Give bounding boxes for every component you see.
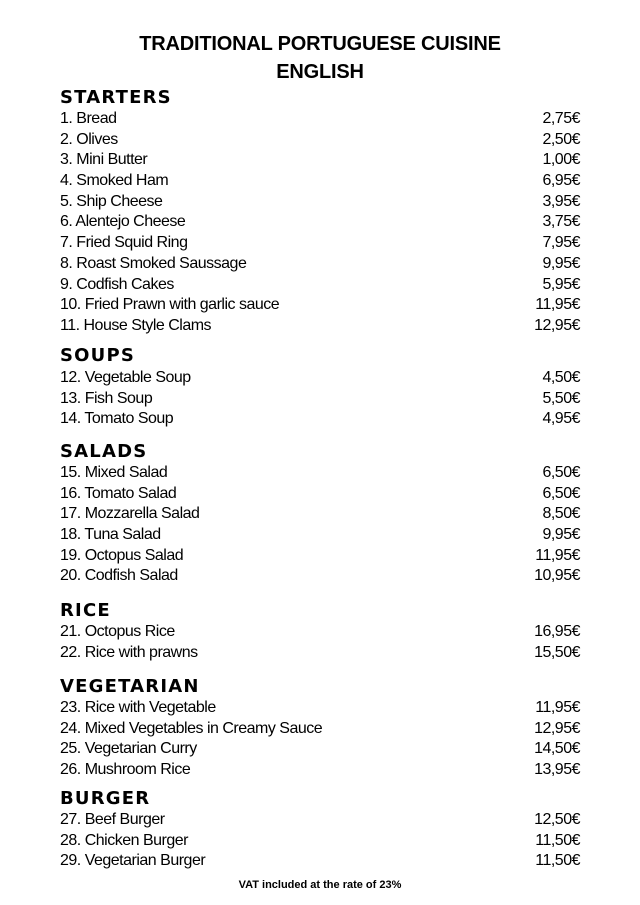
menu-item-name: 6. Alentejo Cheese <box>60 213 186 231</box>
menu-item-price: 16,95€ <box>534 623 580 640</box>
menu-item <box>60 409 580 430</box>
menu-item-name: 25. Vegetarian Curry <box>60 740 197 758</box>
menu-item-name: 28. Chicken Burger <box>60 831 188 849</box>
menu-item-name: 15. Mixed Salad <box>60 464 168 481</box>
menu-item <box>60 622 580 643</box>
menu-item-price: 1,00€ <box>542 151 580 169</box>
menu-item-name: 3. Mini Butter <box>60 151 148 169</box>
menu-item-price: 4,50€ <box>542 369 580 386</box>
menu-item-price: 12,95€ <box>534 719 580 737</box>
menu-item-name: 16. Tomato Salad <box>60 484 177 502</box>
menu-item-name: 4. Smoked Ham <box>60 172 169 190</box>
menu-item <box>60 566 580 587</box>
menu-item-price: 11,95€ <box>535 699 580 716</box>
menu-item-name: 11. House Style Clams <box>60 316 212 334</box>
menu-item-price: 5,95€ <box>542 275 580 293</box>
menu-item-price: 3,75€ <box>542 213 580 231</box>
menu-item <box>60 316 580 337</box>
menu-item <box>60 150 580 171</box>
menu-item-price: 5,50€ <box>542 389 580 407</box>
menu-item <box>60 643 580 664</box>
menu-item-price: 2,50€ <box>542 130 580 148</box>
menu-item-name: 26. Mushroom Rice <box>60 761 191 779</box>
menu-item <box>60 171 580 192</box>
menu-item-price: 12,95€ <box>534 316 580 334</box>
menu-item-name: 23. Rice with Vegetable <box>60 699 216 716</box>
menu-item-name: 5. Ship Cheese <box>60 192 163 210</box>
menu-item-price: 4,95€ <box>542 410 580 428</box>
menu-item-price: 12,50€ <box>534 811 580 828</box>
menu-item-name: 14. Tomato Soup <box>60 410 174 428</box>
menu-item-name: 2. Olives <box>60 130 118 148</box>
menu-item-price: 10,95€ <box>534 567 580 585</box>
menu-item-name: 9. Codfish Cakes <box>60 275 174 293</box>
section-heading-rice: RICE <box>60 600 111 621</box>
menu-item-name: 7. Fried Squid Ring <box>60 234 188 252</box>
menu-language: ENGLISH <box>276 61 364 83</box>
menu-item-name: 8. Roast Smoked Saussage <box>60 254 247 272</box>
menu-item <box>60 233 580 254</box>
menu-item <box>60 739 580 760</box>
menu-item-price: 2,75€ <box>542 110 580 127</box>
menu-list-salads <box>60 463 580 587</box>
menu-item-price: 3,95€ <box>542 192 580 210</box>
menu-item <box>60 810 580 831</box>
menu-item <box>60 831 580 852</box>
menu-item-price: 9,95€ <box>542 526 580 544</box>
section-heading-salads: SALADS <box>60 441 148 462</box>
menu-list-vegetarian <box>60 698 580 781</box>
menu-item-name: 21. Octopus Rice <box>60 623 175 640</box>
vat-note: VAT included at the rate of 23% <box>238 879 402 891</box>
menu-item <box>60 130 580 151</box>
menu-item <box>60 525 580 546</box>
menu-item-price: 15,50€ <box>534 643 580 661</box>
menu-item-price: 11,95€ <box>535 546 580 564</box>
menu-item-name: 29. Vegetarian Burger <box>60 852 206 870</box>
menu-list-rice <box>60 622 580 663</box>
menu-item <box>60 504 580 525</box>
section-heading-vegetarian: VEGETARIAN <box>60 676 200 697</box>
menu-item <box>60 368 580 389</box>
section-heading-soups: SOUPS <box>60 345 136 366</box>
menu-item-name: 19. Octopus Salad <box>60 546 184 564</box>
menu-item <box>60 389 580 410</box>
menu-item <box>60 484 580 505</box>
menu-item-price: 14,50€ <box>534 740 580 758</box>
menu-item-price: 7,95€ <box>542 234 580 252</box>
menu-item <box>60 275 580 296</box>
menu-item <box>60 212 580 233</box>
menu-item-name: 12. Vegetable Soup <box>60 369 191 386</box>
menu-item <box>60 698 580 719</box>
menu-item-name: 27. Beef Burger <box>60 811 165 828</box>
menu-item <box>60 546 580 567</box>
menu-item-price: 11,95€ <box>535 296 580 314</box>
section-heading-starters: STARTERS <box>60 87 172 108</box>
menu-item-price: 6,50€ <box>542 464 580 481</box>
menu-item-price: 13,95€ <box>534 761 580 779</box>
section-heading-burger: BURGER <box>60 788 151 809</box>
menu-item <box>60 295 580 316</box>
menu-list-burger <box>60 810 580 872</box>
menu-item-name: 22. Rice with prawns <box>60 643 198 661</box>
menu-item-price: 11,50€ <box>535 852 580 870</box>
menu-title: TRADITIONAL PORTUGUESE CUISINE <box>139 33 501 55</box>
menu-item-price: 6,50€ <box>542 484 580 502</box>
menu-item-name: 13. Fish Soup <box>60 389 153 407</box>
menu-item-price: 11,50€ <box>535 831 580 849</box>
menu-item <box>60 851 580 872</box>
menu-item <box>60 760 580 781</box>
menu-item <box>60 109 580 130</box>
menu-item-price: 8,50€ <box>542 505 580 523</box>
menu-item-price: 9,95€ <box>542 254 580 272</box>
menu-item <box>60 192 580 213</box>
menu-item-name: 1. Bread <box>60 110 117 127</box>
menu-item-name: 10. Fried Prawn with garlic sauce <box>60 296 280 314</box>
menu-item-name: 24. Mixed Vegetables in Creamy Sauce <box>60 719 323 737</box>
menu-item-name: 18. Tuna Salad <box>60 526 161 544</box>
menu-list-starters <box>60 109 580 337</box>
menu-item <box>60 254 580 275</box>
menu-item-name: 20. Codfish Salad <box>60 567 178 585</box>
menu-list-soups <box>60 368 580 430</box>
menu-item-name: 17. Mozzarella Salad <box>60 505 200 523</box>
menu-item <box>60 719 580 740</box>
menu-item <box>60 463 580 484</box>
menu-item-price: 6,95€ <box>542 172 580 190</box>
